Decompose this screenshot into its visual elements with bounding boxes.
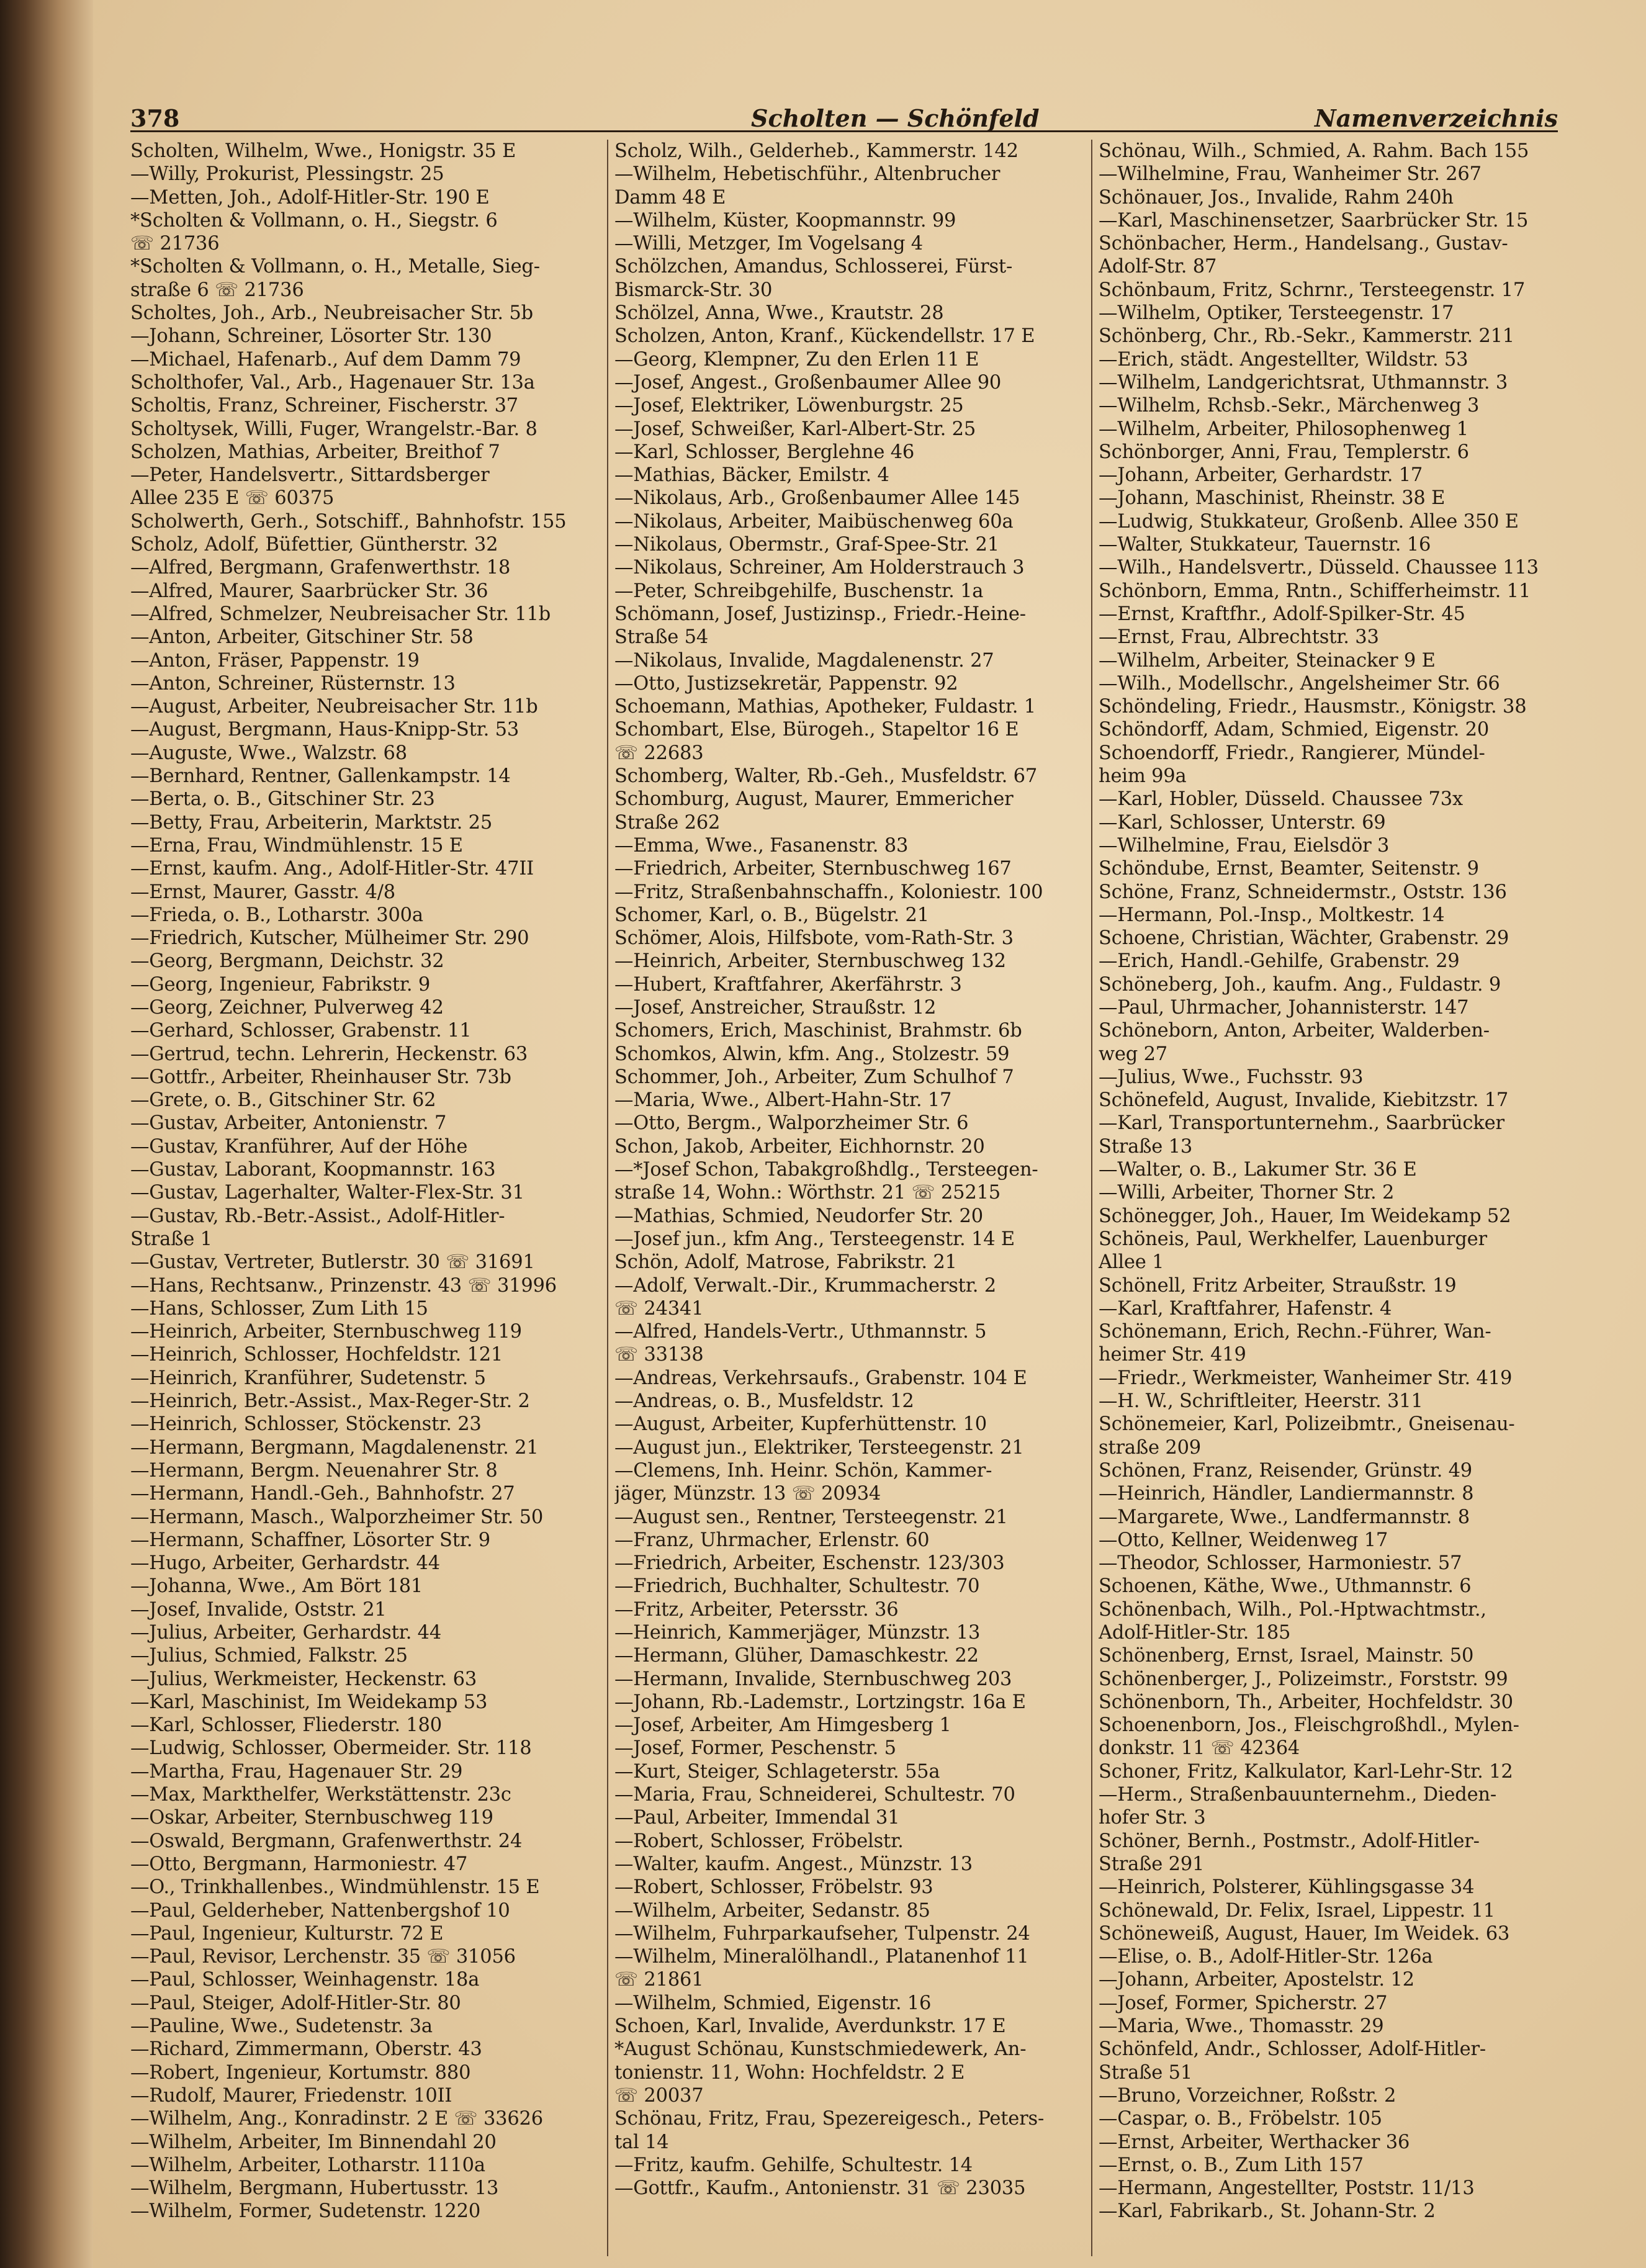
- directory-entry: —Nikolaus, Obermstr., Graf-Spee-Str. 21: [614, 534, 999, 556]
- directory-entry: —Josef, Arbeiter, Am Himgesberg 1: [614, 1714, 951, 1737]
- directory-entry: —Julius, Arbeiter, Gerhardstr. 44: [130, 1622, 442, 1644]
- directory-entry: Schön, Adolf, Matrose, Fabrikstr. 21: [614, 1251, 957, 1274]
- directory-entry: —Karl, Transportunternehm., Saarbrücker: [1099, 1112, 1504, 1135]
- directory-entry: —Walter, Stukkateur, Tauernstr. 16: [1099, 534, 1431, 556]
- directory-entry: —Johann, Rb.-Lademstr., Lortzingstr. 16a E: [614, 1691, 1026, 1713]
- directory-entry: —Karl, Maschinist, Im Weidekamp 53: [130, 1691, 488, 1713]
- directory-entry: jäger, Münzstr. 13 ☏ 20934: [614, 1483, 881, 1505]
- directory-entry: Schönau, Fritz, Frau, Spezereigesch., Peters-: [614, 2108, 1045, 2130]
- directory-entry: Schönemeier, Karl, Polizeibmtr., Gneisenau-: [1099, 1413, 1515, 1436]
- directory-entry: —Wilhelm, Arbeiter, Lotharstr. 1110a: [130, 2154, 485, 2176]
- directory-entry: Schoemann, Mathias, Apotheker, Fuldastr. 1: [614, 696, 1036, 718]
- directory-entry: —Johann, Arbeiter, Apostelstr. 12: [1099, 1969, 1414, 1991]
- directory-entry: —Georg, Bergmann, Deichstr. 32: [130, 950, 444, 973]
- directory-entry: Damm 48 E: [614, 186, 726, 209]
- directory-entry: —Margarete, Wwe., Landfermannstr. 8: [1099, 1506, 1470, 1528]
- directory-entry: —Gottfr., Arbeiter, Rheinhauser Str. 73b: [130, 1066, 511, 1088]
- directory-entry: Schoene, Christian, Wächter, Grabenstr. 29: [1099, 927, 1509, 950]
- directory-entry: —Erich, Handl.-Gehilfe, Grabenstr. 29: [1099, 950, 1460, 973]
- directory-entry: —Grete, o. B., Gitschiner Str. 62: [130, 1089, 436, 1112]
- directory-entry: *Scholten & Vollmann, o. H., Siegstr. 6: [130, 209, 498, 232]
- directory-entry: Schönenborn, Th., Arbeiter, Hochfeldstr. 30: [1099, 1691, 1513, 1713]
- directory-entry: Scholthofer, Val., Arb., Hagenauer Str. 13a: [130, 371, 535, 394]
- directory-entry: —Kurt, Steiger, Schlageterstr. 55a: [614, 1760, 940, 1783]
- directory-entry: Straße 54: [614, 626, 709, 649]
- directory-entry: —Hermann, Glüher, Damaschkestr. 22: [614, 1645, 979, 1667]
- directory-entry: —Nikolaus, Invalide, Magdalenenstr. 27: [614, 649, 994, 672]
- directory-entry: Allee 1: [1099, 1251, 1164, 1274]
- directory-entry: —Metten, Joh., Adolf-Hitler-Str. 190 E: [130, 186, 490, 209]
- directory-entry: —Hermann, Bergmann, Magdalenenstr. 21: [130, 1436, 539, 1459]
- directory-entry: Schömer, Alois, Hilfsbote, vom-Rath-Str. 3: [614, 927, 1014, 950]
- directory-entry: —Hermann, Angestellter, Poststr. 11/13: [1099, 2177, 1475, 2200]
- directory-entry: Schoenen, Käthe, Wwe., Uthmannstr. 6: [1099, 1575, 1472, 1598]
- directory-entry: —Gottfr., Kaufm., Antonienstr. 31 ☏ 23035: [614, 2177, 1026, 2200]
- column-divider: [1091, 140, 1092, 2256]
- directory-entry: Straße 51: [1099, 2061, 1193, 2084]
- directory-entry: —Wilhelmine, Frau, Eielsdör 3: [1099, 834, 1390, 857]
- directory-entry: —Paul, Revisor, Lerchenstr. 35 ☏ 31056: [130, 1946, 516, 1968]
- directory-entry: —Johann, Maschinist, Rheinstr. 38 E: [1099, 487, 1446, 510]
- directory-entry: straße 209: [1099, 1436, 1202, 1459]
- directory-entry: —Ernst, kaufm. Ang., Adolf-Hitler-Str. 47II: [130, 858, 534, 880]
- directory-entry: —Heinrich, Kranführer, Sudetenstr. 5: [130, 1367, 486, 1389]
- directory-entry: —Josef jun., kfm Ang., Tersteegenstr. 14 E: [614, 1228, 1015, 1250]
- directory-entry: —Paul, Gelderheber, Nattenbergshof 10: [130, 1899, 510, 1922]
- directory-entry: Straße 13: [1099, 1135, 1193, 1158]
- column-divider: [607, 140, 608, 2256]
- directory-entry: —Pauline, Wwe., Sudetenstr. 3a: [130, 2015, 433, 2038]
- directory-entry: Schönau, Wilh., Schmied, A. Rahm. Bach 155: [1099, 140, 1529, 162]
- directory-entry: —Heinrich, Arbeiter, Sternbuschweg 132: [614, 950, 1006, 973]
- directory-entry: —Rudolf, Maurer, Friedenstr. 10II: [130, 2084, 452, 2107]
- directory-entry: tonienstr. 11, Wohn: Hochfeldstr. 2 E: [614, 2061, 965, 2084]
- directory-entry: —Willy, Prokurist, Plessingstr. 25: [130, 163, 444, 186]
- directory-entry: —Anton, Arbeiter, Gitschiner Str. 58: [130, 626, 474, 649]
- directory-entry: —Ernst, Arbeiter, Werthacker 36: [1099, 2131, 1410, 2153]
- directory-entry: —Josef, Invalide, Oststr. 21: [130, 1598, 387, 1621]
- directory-entry: —Herm., Straßenbauunternehm., Dieden-: [1099, 1784, 1496, 1806]
- directory-entry: Schomkos, Alwin, kfm. Ang., Stolzestr. 59: [614, 1043, 1010, 1065]
- directory-entry: Allee 235 E ☏ 60375: [130, 487, 335, 510]
- directory-entry: —H. W., Schriftleiter, Heerstr. 311: [1099, 1390, 1423, 1413]
- directory-entry: —Gustav, Rb.-Betr.-Assist., Adolf-Hitler-: [130, 1205, 505, 1227]
- directory-entry: —Nikolaus, Schreiner, Am Holderstrauch 3: [614, 557, 1025, 579]
- directory-entry: —Friedrich, Arbeiter, Eschenstr. 123/303: [614, 1552, 1005, 1575]
- directory-entry: —Hermann, Schaffner, Lösorter Str. 9: [130, 1529, 490, 1551]
- directory-entry: Schoenenborn, Jos., Fleischgroßhdl., Mylen-: [1099, 1714, 1519, 1737]
- directory-entry: —Wilhelm, Former, Sudetenstr. 1220: [130, 2200, 481, 2223]
- directory-entry: Schönenberger, J., Polizeimstr., Forststr. 99: [1099, 1668, 1508, 1690]
- header-rule: [130, 130, 1558, 132]
- directory-entry: —Heinrich, Polsterer, Kühlingsgasse 34: [1099, 1876, 1475, 1899]
- column-right: [1099, 140, 1570, 2256]
- directory-entry: —Ludwig, Schlosser, Obermeider. Str. 118: [130, 1737, 532, 1760]
- directory-entry: tal 14: [614, 2131, 669, 2153]
- directory-entry: —Clemens, Inh. Heinr. Schön, Kammer-: [614, 1459, 992, 1482]
- directory-entry: Schönfeld, Andr., Schlosser, Adolf-Hitler-: [1099, 2038, 1486, 2061]
- directory-entry: —Hans, Rechtsanw., Prinzenstr. 43 ☏ 31996: [130, 1274, 557, 1297]
- directory-entry: —Alfred, Maurer, Saarbrücker Str. 36: [130, 580, 488, 602]
- directory-entry: —Georg, Klempner, Zu den Erlen 11 E: [614, 348, 979, 371]
- directory-entry: Scholwerth, Gerh., Sotschiff., Bahnhofstr. 155: [130, 510, 567, 533]
- directory-entry: —Adolf, Verwalt.-Dir., Krummacherstr. 2: [614, 1274, 996, 1297]
- directory-entry: Schommer, Joh., Arbeiter, Zum Schulhof 7: [614, 1066, 1014, 1088]
- directory-entry: —Richard, Zimmermann, Oberstr. 43: [130, 2038, 482, 2061]
- directory-entry: Straße 262: [614, 811, 721, 834]
- directory-entry: —Emma, Wwe., Fasanenstr. 83: [614, 834, 909, 857]
- directory-entry: —Wilhelm, Ang., Konradinstr. 2 E ☏ 33626: [130, 2108, 543, 2130]
- directory-entry: —Ernst, o. B., Zum Lith 157: [1099, 2154, 1364, 2176]
- directory-entry: —Wilhelm, Arbeiter, Sedanstr. 85: [614, 1899, 930, 1922]
- directory-entry: *Scholten & Vollmann, o. H., Metalle, Sieg-: [130, 256, 540, 278]
- directory-entry: ☏ 33138: [614, 1344, 704, 1366]
- directory-entry: —Karl, Schlosser, Unterstr. 69: [1099, 811, 1386, 834]
- column-middle: [614, 140, 1086, 2256]
- directory-entry: —Fritz, Straßenbahnschaffn., Koloniestr. 100: [614, 881, 1043, 903]
- directory-entry: —Wilhelm, Schmied, Eigenstr. 16: [614, 1992, 932, 2014]
- name-range: Scholten — Schönfeld: [751, 104, 1040, 132]
- directory-entry: Schomers, Erich, Maschinist, Brahmstr. 6b: [614, 1020, 1022, 1042]
- directory-entry: —Betty, Frau, Arbeiterin, Marktstr. 25: [130, 811, 493, 834]
- directory-entry: —Erich, städt. Angestellter, Wildstr. 53: [1099, 348, 1468, 371]
- directory-entry: —Gustav, Lagerhalter, Walter-Flex-Str. 31: [130, 1182, 524, 1204]
- directory-entry: —Mathias, Schmied, Neudorfer Str. 20: [614, 1205, 983, 1227]
- directory-entry: —Heinrich, Betr.-Assist., Max-Reger-Str. 2: [130, 1390, 530, 1413]
- directory-entry: —Alfred, Handels-Vertr., Uthmannstr. 5: [614, 1321, 987, 1343]
- directory-entry: —Ernst, Frau, Albrechtstr. 33: [1099, 626, 1379, 649]
- directory-entry: —August, Bergmann, Haus-Knipp-Str. 53: [130, 719, 519, 741]
- directory-entry: Schölzel, Anna, Wwe., Krautstr. 28: [614, 302, 944, 325]
- directory-entry: —Paul, Arbeiter, Immendal 31: [614, 1807, 900, 1829]
- directory-entry: ☏ 24341: [614, 1297, 704, 1320]
- directory-entry: Schönegger, Joh., Hauer, Im Weidekamp 52: [1099, 1205, 1511, 1227]
- directory-entry: ☏ 21736: [130, 233, 220, 255]
- directory-entry: Schoendorff, Friedr., Rangierer, Mündel-: [1099, 742, 1485, 764]
- directory-entry: Schomburg, August, Maurer, Emmericher: [614, 788, 1014, 811]
- directory-entry: Schönborger, Anni, Frau, Templerstr. 6: [1099, 441, 1469, 463]
- directory-entry: —Willi, Metzger, Im Vogelsang 4: [614, 233, 924, 255]
- directory-entry: *August Schönau, Kunstschmiedewerk, An-: [614, 2038, 1027, 2061]
- directory-entry: —O., Trinkhallenbes., Windmühlenstr. 15 E: [130, 1876, 540, 1899]
- directory-entry: —Otto, Justizsekretär, Pappenstr. 92: [614, 672, 958, 695]
- directory-entry: —Heinrich, Schlosser, Hochfeldstr. 121: [130, 1344, 503, 1366]
- directory-entry: —Wilhelm, Küster, Koopmannstr. 99: [614, 209, 956, 232]
- directory-entry: Scholten, Wilhelm, Wwe., Honigstr. 35 E: [130, 140, 516, 162]
- directory-entry: Schöneborn, Anton, Arbeiter, Walderben-: [1099, 1020, 1490, 1042]
- directory-entry: —Wilh., Handelsvertr., Düsseld. Chaussee 113: [1099, 557, 1539, 579]
- directory-entry: Schon, Jakob, Arbeiter, Eichhornstr. 20: [614, 1135, 985, 1158]
- directory-entry: —Hans, Schlosser, Zum Lith 15: [130, 1297, 428, 1320]
- directory-entry: —Willi, Arbeiter, Thorner Str. 2: [1099, 1182, 1395, 1204]
- directory-entry: Adolf-Hitler-Str. 185: [1099, 1622, 1291, 1644]
- directory-entry: —Berta, o. B., Gitschiner Str. 23: [130, 788, 435, 811]
- directory-entry: —Nikolaus, Arbeiter, Maibüschenweg 60a: [614, 510, 1014, 533]
- directory-entry: —Karl, Schlosser, Fliederstr. 180: [130, 1714, 442, 1737]
- directory-entry: Straße 1: [130, 1228, 212, 1250]
- directory-entry: —Karl, Kraftfahrer, Hafenstr. 4: [1099, 1297, 1392, 1320]
- directory-entry: —Maria, Wwe., Albert-Hahn-Str. 17: [614, 1089, 952, 1112]
- directory-entry: heimer Str. 419: [1099, 1344, 1246, 1366]
- directory-entry: —August sen., Rentner, Tersteegenstr. 21: [614, 1506, 1008, 1528]
- directory-entry: Scholtysek, Willi, Fuger, Wrangelstr.-Bar. 8: [130, 418, 537, 440]
- directory-entry: straße 14, Wohn.: Wörthstr. 21 ☏ 25215: [614, 1182, 1001, 1204]
- directory-entry: —Hugo, Arbeiter, Gerhardstr. 44: [130, 1552, 440, 1575]
- directory-entry: Schömann, Josef, Justizinsp., Friedr.-Heine-: [614, 603, 1026, 625]
- directory-entry: Schöneis, Paul, Werkhelfer, Lauenburger: [1099, 1228, 1487, 1250]
- directory-entry: —Alfred, Schmelzer, Neubreisacher Str. 11b: [130, 603, 551, 625]
- directory-entry: —Julius, Wwe., Fuchsstr. 93: [1099, 1066, 1364, 1088]
- directory-entry: —Robert, Ingenieur, Kortumstr. 880: [130, 2061, 471, 2084]
- directory-entry: —Josef, Former, Peschenstr. 5: [614, 1737, 896, 1760]
- directory-entry: —Paul, Schlosser, Weinhagenstr. 18a: [130, 1969, 480, 1991]
- directory-entry: Schöndube, Ernst, Beamter, Seitenstr. 9: [1099, 858, 1479, 880]
- directory-entry: —Wilhelm, Landgerichtsrat, Uthmannstr. 3: [1099, 371, 1508, 394]
- directory-entry: Schönbacher, Herm., Handelsang., Gustav-: [1099, 233, 1508, 255]
- directory-entry: —Friedrich, Buchhalter, Schultestr. 70: [614, 1575, 980, 1598]
- directory-entry: Schöndeling, Friedr., Hausmstr., Königstr. 38: [1099, 696, 1527, 718]
- directory-entry: —Ludwig, Stukkateur, Großenb. Allee 350 E: [1099, 510, 1519, 533]
- directory-entry: —Wilhelm, Arbeiter, Steinacker 9 E: [1099, 649, 1436, 672]
- directory-entry: —Friedr., Werkmeister, Wanheimer Str. 419: [1099, 1367, 1513, 1389]
- directory-entry: —Josef, Former, Spicherstr. 27: [1099, 1992, 1388, 2014]
- directory-entry: —Friedrich, Kutscher, Mülheimer Str. 290: [130, 927, 529, 950]
- directory-entry: —Otto, Kellner, Weidenweg 17: [1099, 1529, 1388, 1551]
- directory-entry: —Oswald, Bergmann, Grafenwerthstr. 24: [130, 1830, 523, 1852]
- directory-entry: —Bruno, Vorzeichner, Roßstr. 2: [1099, 2084, 1396, 2107]
- page-number: 378: [130, 104, 180, 132]
- directory-entry: hofer Str. 3: [1099, 1807, 1206, 1829]
- directory-entry: —Maria, Frau, Schneiderei, Schultestr. 70: [614, 1784, 1015, 1806]
- directory-entry: —August jun., Elektriker, Tersteegenstr. 21: [614, 1436, 1024, 1459]
- directory-entry: —Michael, Hafenarb., Auf dem Damm 79: [130, 348, 521, 371]
- directory-entry: ☏ 20037: [614, 2084, 704, 2107]
- directory-entry: —Wilhelm, Hebetischführ., Altenbrucher: [614, 163, 1001, 186]
- directory-entry: —Gertrud, techn. Lehrerin, Heckenstr. 63: [130, 1043, 528, 1065]
- directory-entry: Schönenberg, Ernst, Israel, Mainstr. 50: [1099, 1645, 1474, 1667]
- directory-entry: straße 6 ☏ 21736: [130, 279, 304, 301]
- directory-entry: —Josef, Anstreicher, Straußstr. 12: [614, 996, 937, 1019]
- directory-entry: —Auguste, Wwe., Walzstr. 68: [130, 742, 407, 764]
- directory-entry: —Andreas, Verkehrsaufs., Grabenstr. 104 E: [614, 1367, 1027, 1389]
- directory-entry: —Franz, Uhrmacher, Erlenstr. 60: [614, 1529, 930, 1551]
- directory-entry: Scholz, Wilh., Gelderheb., Kammerstr. 142: [614, 140, 1019, 162]
- directory-entry: Schönefeld, August, Invalide, Kiebitzstr. 17: [1099, 1089, 1509, 1112]
- directory-entry: —Hubert, Kraftfahrer, Akerfährstr. 3: [614, 973, 962, 996]
- directory-entry: Schomer, Karl, o. B., Bügelstr. 21: [614, 904, 929, 926]
- directory-entry: —Julius, Schmied, Falkstr. 25: [130, 1645, 408, 1667]
- directory-entry: —Josef, Schweißer, Karl-Albert-Str. 25: [614, 418, 976, 440]
- directory-entry: —Walter, kaufm. Angest., Münzstr. 13: [614, 1853, 973, 1875]
- directory-entry: Schomberg, Walter, Rb.-Geh., Musfeldstr. 67: [614, 765, 1038, 788]
- directory-entry: —Georg, Ingenieur, Fabrikstr. 9: [130, 973, 431, 996]
- directory-entry: Straße 291: [1099, 1853, 1205, 1875]
- directory-entry: —Fritz, Arbeiter, Petersstr. 36: [614, 1598, 899, 1621]
- directory-entry: —Ernst, Kraftfhr., Adolf-Spilker-Str. 45: [1099, 603, 1465, 625]
- directory-entry: —Johann, Arbeiter, Gerhardstr. 17: [1099, 464, 1423, 487]
- directory-entry: —Friedrich, Arbeiter, Sternbuschweg 167: [614, 858, 1012, 880]
- directory-entry: —Johanna, Wwe., Am Bört 181: [130, 1575, 423, 1598]
- directory-entry: —Gustav, Vertreter, Butlerstr. 30 ☏ 31691: [130, 1251, 535, 1274]
- section-title: Namenverzeichnis: [1314, 104, 1558, 132]
- directory-entry: —Mathias, Bäcker, Emilstr. 4: [614, 464, 889, 487]
- book-gutter: [0, 0, 93, 2268]
- directory-entry: —Gerhard, Schlosser, Grabenstr. 11: [130, 1020, 472, 1042]
- directory-entry: —Andreas, o. B., Musfeldstr. 12: [614, 1390, 914, 1413]
- directory-entry: —Bernhard, Rentner, Gallenkampstr. 14: [130, 765, 511, 788]
- directory-entry: Scholzen, Mathias, Arbeiter, Breithof 7: [130, 441, 500, 463]
- directory-entry: —Hermann, Bergm. Neuenahrer Str. 8: [130, 1459, 498, 1482]
- directory-entry: —Anton, Schreiner, Rüsternstr. 13: [130, 672, 456, 695]
- directory-entry: Bismarck-Str. 30: [614, 279, 773, 301]
- directory-entry: —*Josef Schon, Tabakgroßhdlg., Tersteegen-: [614, 1159, 1038, 1181]
- directory-entry: —Heinrich, Kammerjäger, Münzstr. 13: [614, 1622, 981, 1644]
- directory-entry: —Walter, o. B., Lakumer Str. 36 E: [1099, 1159, 1417, 1181]
- directory-entry: —Wilhelm, Arbeiter, Im Binnendahl 20: [130, 2131, 497, 2153]
- directory-entry: —Josef, Angest., Großenbaumer Allee 90: [614, 371, 1002, 394]
- directory-entry: —Frieda, o. B., Lotharstr. 300a: [130, 904, 423, 926]
- directory-entry: Schönell, Fritz Arbeiter, Straußstr. 19: [1099, 1274, 1457, 1297]
- directory-entry: —Julius, Werkmeister, Heckenstr. 63: [130, 1668, 477, 1690]
- directory-entry: —Caspar, o. B., Fröbelstr. 105: [1099, 2108, 1382, 2130]
- directory-entry: —Robert, Schlosser, Fröbelstr. 93: [614, 1876, 933, 1899]
- directory-entry: —Wilh., Modellschr., Angelsheimer Str. 66: [1099, 672, 1500, 695]
- directory-entry: donkstr. 11 ☏ 42364: [1099, 1737, 1300, 1760]
- directory-entry: ☏ 22683: [614, 742, 704, 764]
- directory-entry: —Fritz, kaufm. Gehilfe, Schultestr. 14: [614, 2154, 973, 2176]
- directory-entry: —Johann, Schreiner, Lösorter Str. 130: [130, 325, 492, 348]
- directory-entry: Schönewald, Dr. Felix, Israel, Lippestr. 11: [1099, 1899, 1495, 1922]
- directory-entry: —Elise, o. B., Adolf-Hitler-Str. 126a: [1099, 1946, 1433, 1968]
- directory-entry: Schöner, Bernh., Postmstr., Adolf-Hitler-: [1099, 1830, 1480, 1852]
- directory-entry: Schöndorff, Adam, Schmied, Eigenstr. 20: [1099, 719, 1490, 741]
- directory-entry: —Wilhelm, Arbeiter, Philosophenweg 1: [1099, 418, 1468, 440]
- directory-entry: —Hermann, Handl.-Geh., Bahnhofstr. 27: [130, 1483, 515, 1505]
- directory-entry: —Gustav, Laborant, Koopmannstr. 163: [130, 1159, 496, 1181]
- directory-entry: —Peter, Handelsvertr., Sittardsberger: [130, 464, 490, 487]
- directory-entry: —Ernst, Maurer, Gasstr. 4/8: [130, 881, 396, 903]
- directory-entry: —Theodor, Schlosser, Harmoniestr. 57: [1099, 1552, 1462, 1575]
- directory-entry: —Robert, Schlosser, Fröbelstr.: [614, 1830, 904, 1852]
- directory-entry: —Max, Markthelfer, Werkstättenstr. 23c: [130, 1784, 511, 1806]
- directory-entry: Schönauer, Jos., Invalide, Rahm 240h: [1099, 186, 1454, 209]
- directory-entry: —August, Arbeiter, Kupferhüttenstr. 10: [614, 1413, 987, 1436]
- directory-entry: —Georg, Zeichner, Pulverweg 42: [130, 996, 444, 1019]
- directory-entry: —Paul, Ingenieur, Kulturstr. 72 E: [130, 1922, 444, 1945]
- directory-entry: —Nikolaus, Arb., Großenbaumer Allee 145: [614, 487, 1020, 510]
- directory-entry: —Erna, Frau, Windmühlenstr. 15 E: [130, 834, 463, 857]
- directory-entry: Scholz, Adolf, Büfettier, Güntherstr. 32: [130, 534, 498, 556]
- directory-entry: —Maria, Wwe., Thomasstr. 29: [1099, 2015, 1384, 2038]
- directory-entry: —Karl, Fabrikarb., St. Johann-Str. 2: [1099, 2200, 1436, 2223]
- directory-entry: Schölzchen, Amandus, Schlosserei, Fürst-: [614, 256, 1013, 278]
- directory-entry: Scholtes, Joh., Arb., Neubreisacher Str. 5b: [130, 302, 533, 325]
- directory-entry: Schönberg, Chr., Rb.-Sekr., Kammerstr. 211: [1099, 325, 1515, 348]
- directory-entry: —Karl, Hobler, Düsseld. Chaussee 73x: [1099, 788, 1463, 811]
- directory-entry: —Otto, Bergm., Walporzheimer Str. 6: [614, 1112, 969, 1135]
- directory-entry: Schönen, Franz, Reisender, Grünstr. 49: [1099, 1459, 1473, 1482]
- directory-entry: Scholzen, Anton, Kranf., Kückendellstr. 17 E: [614, 325, 1035, 348]
- directory-entry: —August, Arbeiter, Neubreisacher Str. 11b: [130, 696, 538, 718]
- directory-entry: —Karl, Schlosser, Berglehne 46: [614, 441, 915, 463]
- directory-entry: Schönbaum, Fritz, Schrnr., Tersteegenstr. 17: [1099, 279, 1526, 301]
- directory-entry: —Heinrich, Arbeiter, Sternbuschweg 119: [130, 1321, 522, 1343]
- directory-entry: Schöneberg, Joh., kaufm. Ang., Fuldastr. 9: [1099, 973, 1501, 996]
- directory-entry: —Oskar, Arbeiter, Sternbuschweg 119: [130, 1807, 493, 1829]
- directory-entry: Schönborn, Emma, Rntn., Schifferheimstr. 11: [1099, 580, 1531, 602]
- directory-entry: weg 27: [1099, 1043, 1167, 1065]
- directory-entry: —Martha, Frau, Hagenauer Str. 29: [130, 1760, 463, 1783]
- directory-entry: —Heinrich, Schlosser, Stöckenstr. 23: [130, 1413, 482, 1436]
- directory-entry: —Gustav, Arbeiter, Antonienstr. 7: [130, 1112, 447, 1135]
- directory-entry: —Wilhelm, Mineralölhandl., Platanenhof 11: [614, 1946, 1029, 1968]
- directory-entry: —Paul, Uhrmacher, Johannisterstr. 147: [1099, 996, 1469, 1019]
- directory-entry: —Wilhelmine, Frau, Wanheimer Str. 267: [1099, 163, 1482, 186]
- directory-entry: heim 99a: [1099, 765, 1187, 788]
- directory-entry: —Heinrich, Händler, Landiermannstr. 8: [1099, 1483, 1474, 1505]
- directory-entry: —Gustav, Kranführer, Auf der Höhe: [130, 1135, 468, 1158]
- directory-entry: —Wilhelm, Fuhrparkaufseher, Tulpenstr. 24: [614, 1922, 1030, 1945]
- directory-entry: —Hermann, Invalide, Sternbuschweg 203: [614, 1668, 1012, 1690]
- directory-entry: Scholtis, Franz, Schreiner, Fischerstr. 37: [130, 395, 518, 417]
- directory-entry: Schönemann, Erich, Rechn.-Führer, Wan-: [1099, 1321, 1491, 1343]
- directory-entry: —Paul, Steiger, Adolf-Hitler-Str. 80: [130, 1992, 461, 2014]
- directory-entry: —Wilhelm, Bergmann, Hubertusstr. 13: [130, 2177, 499, 2200]
- directory-entry: Schöne, Franz, Schneidermstr., Oststr. 136: [1099, 881, 1507, 903]
- directory-entry: Adolf-Str. 87: [1099, 256, 1217, 278]
- directory-entry: —Alfred, Bergmann, Grafenwerthstr. 18: [130, 557, 511, 579]
- directory-entry: —Wilhelm, Optiker, Tersteegenstr. 17: [1099, 302, 1454, 325]
- directory-entry: —Hermann, Masch., Walporzheimer Str. 50: [130, 1506, 544, 1528]
- directory-entry: Schoen, Karl, Invalide, Averdunkstr. 17 E: [614, 2015, 1006, 2038]
- directory-entry: Schöneweiß, August, Hauer, Im Weidek. 63: [1099, 1922, 1510, 1945]
- directory-entry: —Otto, Bergmann, Harmoniestr. 47: [130, 1853, 468, 1875]
- directory-entry: ☏ 21861: [614, 1969, 704, 1991]
- directory-entry: Schombart, Else, Bürogeh., Stapeltor 16 E: [614, 719, 1019, 741]
- directory-entry: —Wilhelm, Rchsb.-Sekr., Märchenweg 3: [1099, 395, 1480, 417]
- directory-entry: Schönenbach, Wilh., Pol.-Hptwachtmstr.,: [1099, 1598, 1486, 1621]
- directory-entry: —Karl, Maschinensetzer, Saarbrücker Str. 15: [1099, 209, 1529, 232]
- directory-entry: —Josef, Elektriker, Löwenburgstr. 25: [614, 395, 964, 417]
- directory-entry: —Peter, Schreibgehilfe, Buschenstr. 1a: [614, 580, 984, 602]
- directory-entry: —Anton, Fräser, Pappenstr. 19: [130, 649, 420, 672]
- column-left: [130, 140, 602, 2256]
- directory-entry: Schoner, Fritz, Kalkulator, Karl-Lehr-Str. 12: [1099, 1760, 1513, 1783]
- directory-entry: —Hermann, Pol.-Insp., Moltkestr. 14: [1099, 904, 1445, 926]
